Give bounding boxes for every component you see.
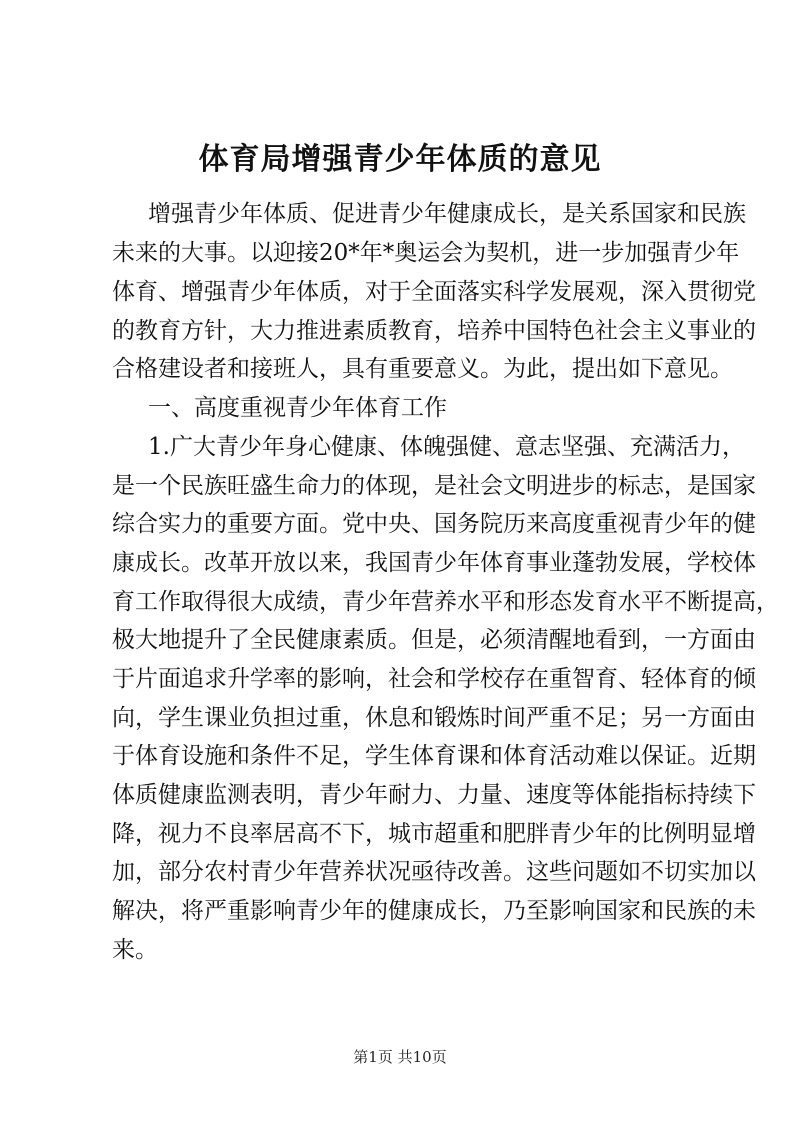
para1-line-3: 体育、增强青少年体质，对于全面落实科学发展观，深入贯彻党 — [112, 279, 756, 305]
para1-line-1: 增强青少年体质、促进青少年健康成长，是关系国家和民族 — [148, 201, 746, 227]
para2-line-10: 体质健康监测表明，青少年耐力、力量、速度等体能指标持续下 — [112, 782, 756, 808]
para1-line-4: 的教育方针，大力推进素质教育，培养中国特色社会主义事业的 — [112, 318, 756, 344]
para2-line-6: 极大地提升了全民健康素质。但是，必须清醒地看到，一方面由 — [112, 627, 756, 653]
para2-line-1: 1.广大青少年身心健康、体魄强健、意志坚强、充满活力， — [148, 434, 745, 460]
document-title: 体育局增强青少年体质的意见 — [198, 142, 602, 177]
para2-line-13: 解决，将严重影响青少年的健康成长，乃至影响国家和民族的未 — [112, 898, 756, 924]
para2-line-5: 育工作取得很大成绩，青少年营养水平和形态发育水平不断提高， — [112, 589, 779, 615]
para2-line-12: 加，部分农村青少年营养状况亟待改善。这些问题如不切实加以 — [112, 859, 756, 885]
para2-line-4: 康成长。改革开放以来，我国青少年体育事业蓬勃发展，学校体 — [112, 550, 756, 576]
section-heading-1: 一、高度重视青少年体育工作 — [148, 395, 447, 421]
para2-line-14: 来。 — [112, 937, 158, 963]
para2-line-3: 综合实力的重要方面。党中央、国务院历来高度重视青少年的健 — [112, 511, 756, 537]
para2-line-7: 于片面追求升学率的影响，社会和学校存在重智育、轻体育的倾 — [112, 666, 756, 692]
para2-line-11: 降，视力不良率居高不下，城市超重和肥胖青少年的比例明显增 — [112, 821, 756, 847]
para2-line-8: 向，学生课业负担过重，休息和锻炼时间严重不足；另一方面由 — [112, 705, 756, 731]
page-footer: 第1页 共10页 — [353, 1048, 447, 1066]
para2-line-2: 是一个民族旺盛生命力的体现，是社会文明进步的标志，是国家 — [112, 473, 756, 499]
para1-line-2: 未来的大事。以迎接20*年*奥运会为契机，进一步加强青少年 — [112, 240, 740, 266]
para1-line-5: 合格建设者和接班人，具有重要意义。为此，提出如下意见。 — [112, 356, 733, 382]
para2-line-9: 于体育设施和条件不足，学生体育课和体育活动难以保证。近期 — [112, 743, 756, 769]
